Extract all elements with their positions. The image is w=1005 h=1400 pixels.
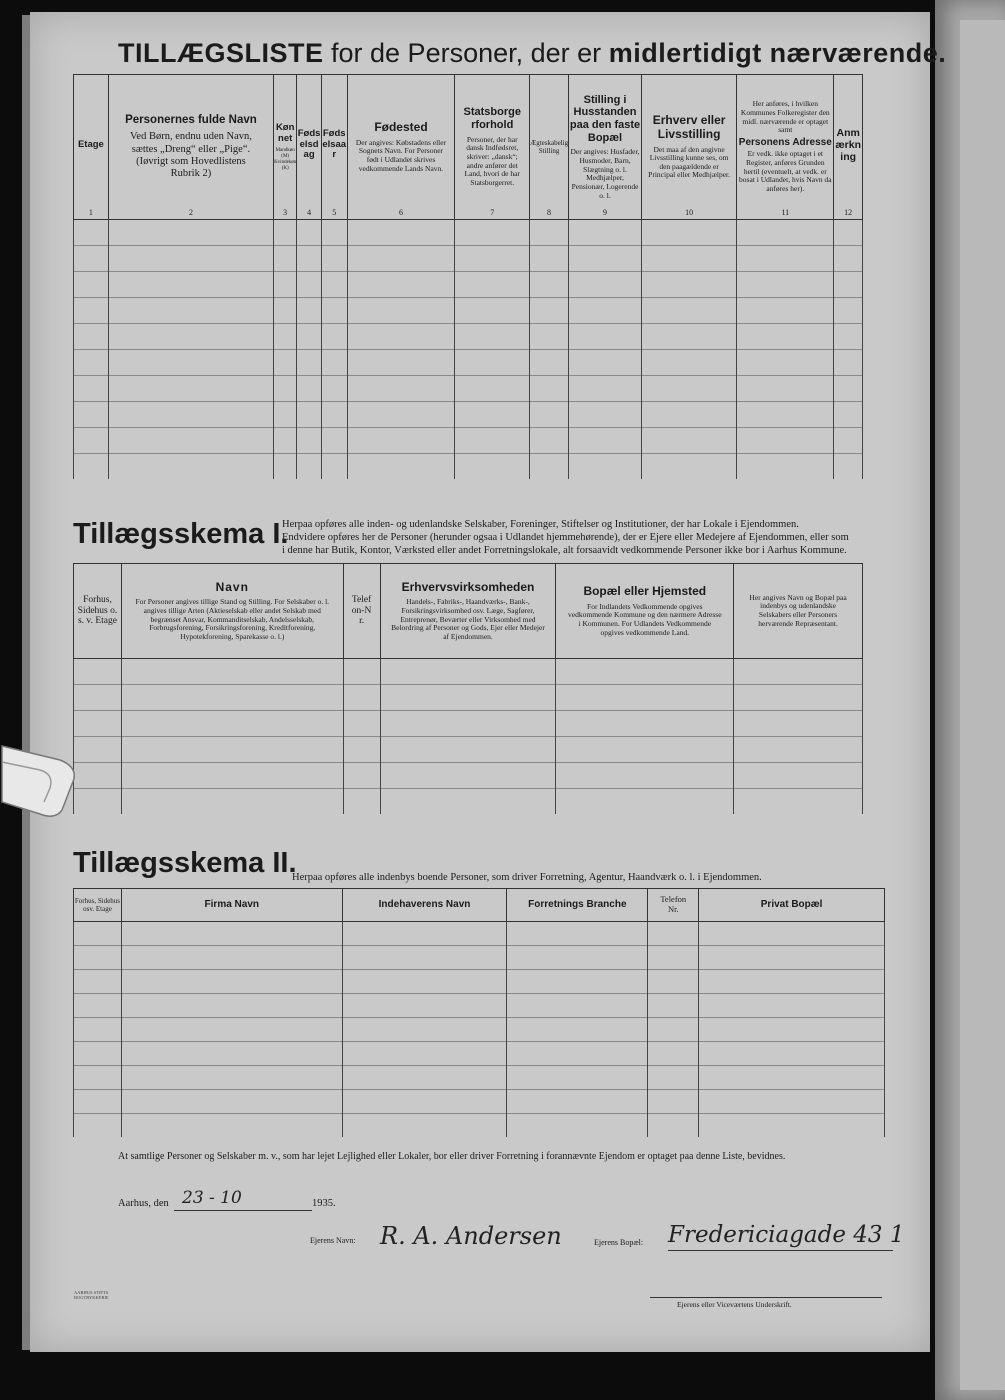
s2-header-branche: Forretnings Branche <box>507 889 648 922</box>
table-cell <box>121 1018 342 1042</box>
table-row <box>74 272 863 298</box>
table-cell <box>321 324 347 350</box>
table-cell <box>108 246 273 272</box>
col-header-adresse: Her anføres, i hvilken Kommunes Folkeregister den midl. nærværende er optaget samt Personens Adresse Er vedk. ikke optaget i et Register, anføres Grunden hertil (eventuelt, at vedk. er bosat i Udlandet, hvis Navn da anføres her). 11 <box>737 75 834 220</box>
table-cell <box>641 454 736 480</box>
table-cell <box>74 324 109 350</box>
table-cell <box>569 272 642 298</box>
table-cell <box>74 298 109 324</box>
table-cell <box>737 350 834 376</box>
table-cell <box>507 1018 648 1042</box>
schema1-desc-line: i denne har Butik, Kontor, Værksted eller andet Forretningslokale, alt forsaavidt vedkommende Personer ikke bor i Aarhus Kommune. <box>282 545 847 556</box>
table-cell <box>121 1114 342 1138</box>
table-cell <box>74 922 122 946</box>
table-cell <box>455 428 530 454</box>
table-cell <box>834 298 863 324</box>
date-line <box>174 1210 312 1211</box>
table-cell <box>507 1042 648 1066</box>
table-cell <box>297 220 322 246</box>
table-row <box>74 763 863 789</box>
table-cell <box>569 428 642 454</box>
table-cell <box>121 659 343 685</box>
table-cell <box>569 402 642 428</box>
table-cell <box>74 1042 122 1066</box>
table-cell <box>74 789 122 815</box>
table-cell <box>347 454 455 480</box>
s1-header-repraesentant: Her angives Navn og Bopæl paa indenbys og udenlandske Selskabers eller Personers herværende Repræsentant. <box>734 564 863 659</box>
schema2-table <box>73 888 885 1137</box>
s2-header-etage: Forhus, Sidehus osv. Etage <box>74 889 122 922</box>
table-cell <box>74 737 122 763</box>
table-cell <box>569 298 642 324</box>
table-cell <box>648 946 699 970</box>
table-cell <box>121 1066 342 1090</box>
table-cell <box>530 350 569 376</box>
title-bold-2: midlertidigt nærværende. <box>608 38 947 68</box>
table-cell <box>108 428 273 454</box>
table-cell <box>380 685 556 711</box>
s1-header-etage: Forhus, Sidehus o. s. v. Etage <box>74 564 122 659</box>
table-cell <box>297 324 322 350</box>
table-cell <box>737 272 834 298</box>
table-cell <box>321 220 347 246</box>
table-row <box>74 659 863 685</box>
table-cell <box>556 659 734 685</box>
table-cell <box>74 220 109 246</box>
col-header-koennet: Kønnet Mandkøn (M) Kvindekøn (K) 3 <box>274 75 297 220</box>
schema1-description <box>282 518 849 557</box>
table-cell <box>321 272 347 298</box>
table-cell <box>648 1066 699 1090</box>
table-cell <box>530 324 569 350</box>
table-cell <box>347 376 455 402</box>
table-cell <box>380 659 556 685</box>
table-cell <box>699 946 885 970</box>
table-cell <box>699 994 885 1018</box>
table-cell <box>121 946 342 970</box>
table-cell <box>699 1114 885 1138</box>
table-cell <box>297 402 322 428</box>
table-cell <box>121 922 342 946</box>
col-header-foedselsdag: Fødselsdag 4 <box>297 75 322 220</box>
title-middle: for de Personer, der er <box>331 38 602 68</box>
table-cell <box>455 350 530 376</box>
table-cell <box>737 324 834 350</box>
table-cell <box>641 298 736 324</box>
table-cell <box>380 789 556 815</box>
table-cell <box>569 220 642 246</box>
table-cell <box>699 922 885 946</box>
table-cell <box>530 428 569 454</box>
table-row <box>74 737 863 763</box>
table-cell <box>274 428 297 454</box>
table-row <box>74 922 885 946</box>
table-cell <box>507 922 648 946</box>
table-cell <box>641 246 736 272</box>
table-cell <box>507 1090 648 1114</box>
table-cell <box>321 402 347 428</box>
table-cell <box>108 376 273 402</box>
table-cell <box>641 324 736 350</box>
table-cell <box>343 737 380 763</box>
table-row <box>74 1042 885 1066</box>
table-cell <box>297 376 322 402</box>
table-cell <box>74 428 109 454</box>
table-cell <box>507 970 648 994</box>
table-row <box>74 220 863 246</box>
table-cell <box>321 454 347 480</box>
table-cell <box>347 324 455 350</box>
col-header-anmaerkning: Anmærkning 12 <box>834 75 863 220</box>
table-cell <box>321 428 347 454</box>
table-cell <box>74 376 109 402</box>
table-cell <box>74 1090 122 1114</box>
table-row <box>74 685 863 711</box>
table-cell <box>321 350 347 376</box>
schema1-desc-line: Endvidere opføres her de Personer (herunder ogsaa i Udlandet hjemmehørende), der er Ejere eller Medejere af Ejendommen, eller som <box>282 532 849 543</box>
table-cell <box>569 350 642 376</box>
table-cell <box>74 454 109 480</box>
table-row <box>74 246 863 272</box>
table-cell <box>121 737 343 763</box>
table-cell <box>507 1066 648 1090</box>
table-cell <box>343 685 380 711</box>
table-cell <box>834 220 863 246</box>
table-cell <box>321 246 347 272</box>
table-cell <box>274 350 297 376</box>
table-cell <box>734 659 863 685</box>
table-cell <box>734 685 863 711</box>
table-cell <box>121 970 342 994</box>
table-cell <box>455 246 530 272</box>
table-cell <box>737 376 834 402</box>
table-cell <box>297 272 322 298</box>
table-cell <box>342 946 507 970</box>
s1-header-erhverv: Erhvervsvirksomheden Handels-, Fabriks-, Haandværks-, Bank-, Forsikringsvirksomhed osv. Læge, Sagfører, Entreprenør, Beværter eller Virksomhed med Belordring af Personer og Gods, Ejer eller Medejer af Ejendommen. <box>380 564 556 659</box>
table-cell <box>530 220 569 246</box>
table-cell <box>699 1042 885 1066</box>
table-row <box>74 324 863 350</box>
table-cell <box>530 246 569 272</box>
table-cell <box>556 789 734 815</box>
table-row <box>74 298 863 324</box>
table-cell <box>737 220 834 246</box>
table-cell <box>121 685 343 711</box>
table-row <box>74 454 863 480</box>
table-cell <box>737 246 834 272</box>
table-cell <box>342 1114 507 1138</box>
table-cell <box>834 246 863 272</box>
table-cell <box>834 324 863 350</box>
table-cell <box>342 1090 507 1114</box>
col-header-statsborgerforhold: Statsborgerforhold Personer, der har dansk Indfødsret, skriver: „dansk“; andre anfører det Land, hvori de har Statsborgerret. 7 <box>455 75 530 220</box>
col-header-foedselsaar: Fødselsaar 5 <box>321 75 347 220</box>
table-cell <box>648 1018 699 1042</box>
table-cell <box>737 402 834 428</box>
table-cell <box>834 350 863 376</box>
table-cell <box>737 298 834 324</box>
table-cell <box>699 1018 885 1042</box>
table-cell <box>734 711 863 737</box>
table-cell <box>74 711 122 737</box>
table-row <box>74 350 863 376</box>
table-cell <box>641 220 736 246</box>
table-row <box>74 994 885 1018</box>
owner-address-handwritten: Fredericiagade 43 1 <box>668 1222 905 1248</box>
col-header-etage: Etage 1 <box>74 75 109 220</box>
table-row <box>74 1114 885 1138</box>
table-cell <box>380 737 556 763</box>
table-cell <box>380 763 556 789</box>
table-row <box>74 789 863 815</box>
table-cell <box>342 970 507 994</box>
table-cell <box>74 1114 122 1138</box>
table-cell <box>455 324 530 350</box>
table-cell <box>347 402 455 428</box>
s2-header-indehaver: Indehaverens Navn <box>342 889 507 922</box>
table-cell <box>347 272 455 298</box>
table-cell <box>530 376 569 402</box>
s2-header-bopael: Privat Bopæl <box>699 889 885 922</box>
address-line <box>668 1250 893 1251</box>
table-cell <box>641 272 736 298</box>
main-table <box>73 74 863 479</box>
owner-name-handwritten: R. A. Andersen <box>380 1222 562 1250</box>
table-cell <box>380 711 556 737</box>
attestation-statement: At samtlige Personer og Selskaber m. v., som har lejet Lejlighed eller Lokaler, bor eller driver Forretning i forannævnte Ejendom er optaget paa denne Liste, bevidnes. <box>118 1151 786 1162</box>
table-cell <box>274 246 297 272</box>
table-cell <box>347 246 455 272</box>
schema1-title: Tillægsskema I. <box>73 518 289 550</box>
table-cell <box>74 350 109 376</box>
table-cell <box>569 454 642 480</box>
signature-line <box>650 1297 882 1298</box>
table-row <box>74 970 885 994</box>
table-cell <box>74 246 109 272</box>
table-cell <box>297 428 322 454</box>
table-cell <box>530 454 569 480</box>
table-cell <box>343 763 380 789</box>
printer-mark: AARHUS STIFTS BOGTRYKKERIE <box>74 1290 109 1300</box>
table-cell <box>343 711 380 737</box>
table-cell <box>737 428 834 454</box>
table-row <box>74 428 863 454</box>
table-cell <box>507 994 648 1018</box>
table-cell <box>274 402 297 428</box>
table-cell <box>641 402 736 428</box>
table-cell <box>507 946 648 970</box>
table-cell <box>347 298 455 324</box>
table-cell <box>347 428 455 454</box>
table-cell <box>108 272 273 298</box>
table-cell <box>455 298 530 324</box>
table-cell <box>734 737 863 763</box>
table-cell <box>343 659 380 685</box>
table-cell <box>121 1090 342 1114</box>
table-cell <box>569 376 642 402</box>
title-bold-1: TILLÆGSLISTE <box>118 38 324 68</box>
table-cell <box>74 946 122 970</box>
paper-clip-icon <box>0 740 80 820</box>
signature-label: Ejerens eller Viceværtens Underskrift. <box>677 1300 792 1309</box>
table-cell <box>455 220 530 246</box>
table-cell <box>74 272 109 298</box>
table-cell <box>74 1018 122 1042</box>
table-cell <box>556 763 734 789</box>
table-row <box>74 376 863 402</box>
schema1-table-body <box>74 659 863 815</box>
table-cell <box>274 272 297 298</box>
table-cell <box>321 298 347 324</box>
table-cell <box>74 763 122 789</box>
table-cell <box>569 324 642 350</box>
table-cell <box>834 376 863 402</box>
table-cell <box>297 298 322 324</box>
table-cell <box>108 402 273 428</box>
table-cell <box>737 454 834 480</box>
table-cell <box>342 1042 507 1066</box>
table-cell <box>274 376 297 402</box>
col-header-erhverv: Erhverv eller Livsstilling Det maa af den angivne Livsstilling kunne ses, om den paagældende er Principal eller Medhjælper. 10 <box>641 75 736 220</box>
s1-header-navn: Navn For Personer angives tillige Stand og Stilling. For Selskaber o. l. angives tillige Arten (Aktieselskab eller andet Selskab med begrænset Ansvar, Kommanditselskab, Andelsselskab, Forbrugsforening, Forsikringsforening, Kreditforening, Hypotekforening, Sparekasse o. l.) <box>121 564 343 659</box>
table-cell <box>297 246 322 272</box>
date-handwritten: 23 - 10 <box>182 1188 242 1208</box>
col-header-navn: Personernes fulde Navn Ved Børn, endnu uden Navn, sættes „Dreng“ eller „Pige“. (Iøvrigt som Hovedlistens Rubrik 2) 2 <box>108 75 273 220</box>
table-cell <box>699 1066 885 1090</box>
table-cell <box>274 324 297 350</box>
table-row <box>74 402 863 428</box>
table-cell <box>641 428 736 454</box>
table-cell <box>834 428 863 454</box>
col-header-stilling: Stilling i Husstanden paa den faste Bopæl Der angives: Husfader, Husmoder, Barn, Slægtning o. l. Medhjælper, Pensionær, Logerende o. l. 9 <box>569 75 642 220</box>
year-label: 1935. <box>312 1198 336 1209</box>
table-cell <box>530 298 569 324</box>
table-cell <box>455 454 530 480</box>
table-cell <box>699 1090 885 1114</box>
table-cell <box>121 789 343 815</box>
table-cell <box>342 994 507 1018</box>
table-cell <box>648 1090 699 1114</box>
table-cell <box>648 922 699 946</box>
table-cell <box>556 711 734 737</box>
table-row <box>74 1066 885 1090</box>
table-cell <box>342 1018 507 1042</box>
table-cell <box>834 402 863 428</box>
table-cell <box>699 970 885 994</box>
table-cell <box>641 350 736 376</box>
table-row <box>74 1090 885 1114</box>
schema2-description: Herpaa opføres alle indenbys boende Personer, som driver Forretning, Agentur, Haandværk o. l. i Ejendommen. <box>292 872 762 883</box>
table-cell <box>342 1066 507 1090</box>
table-cell <box>74 659 122 685</box>
owner-address-label: Ejerens Bopæl: <box>594 1238 644 1247</box>
table-cell <box>455 402 530 428</box>
place-label: Aarhus, den <box>118 1198 169 1209</box>
table-cell <box>74 970 122 994</box>
table-cell <box>108 350 273 376</box>
adjacent-page-inner <box>960 20 1005 1390</box>
table-cell <box>734 789 863 815</box>
table-cell <box>121 994 342 1018</box>
table-cell <box>297 350 322 376</box>
table-cell <box>734 763 863 789</box>
table-cell <box>74 402 109 428</box>
table-cell <box>648 994 699 1018</box>
table-cell <box>648 970 699 994</box>
table-cell <box>297 454 322 480</box>
table-cell <box>530 402 569 428</box>
table-cell <box>347 220 455 246</box>
table-cell <box>321 376 347 402</box>
table-cell <box>641 376 736 402</box>
table-cell <box>274 298 297 324</box>
table-cell <box>648 1114 699 1138</box>
main-table-body <box>74 220 863 480</box>
s1-header-telefon: Telefon-Nr. <box>343 564 380 659</box>
table-cell <box>569 246 642 272</box>
table-cell <box>108 220 273 246</box>
table-cell <box>108 324 273 350</box>
table-row <box>74 711 863 737</box>
s2-header-telefon: Telefon Nr. <box>648 889 699 922</box>
table-cell <box>74 1066 122 1090</box>
table-cell <box>274 220 297 246</box>
schema2-table-body <box>74 922 885 1138</box>
page-title <box>118 38 947 69</box>
s2-header-firma: Firma Navn <box>121 889 342 922</box>
owner-name-label: Ejerens Navn: <box>310 1236 356 1245</box>
table-cell <box>74 994 122 1018</box>
s1-header-bopael: Bopæl eller Hjemsted For Indlandets Vedkommende opgives vedkommende Kommune og den nærmere Adresse i Kommunen. For Udlandets Vedkommende opgives vedkommende Land. <box>556 564 734 659</box>
table-cell <box>556 737 734 763</box>
table-cell <box>834 454 863 480</box>
col-header-aegteskabelig: Ægteskabelig Stilling 8 <box>530 75 569 220</box>
table-cell <box>556 685 734 711</box>
table-cell <box>648 1042 699 1066</box>
table-cell <box>455 376 530 402</box>
table-cell <box>121 1042 342 1066</box>
table-cell <box>343 789 380 815</box>
table-cell <box>347 350 455 376</box>
table-cell <box>274 454 297 480</box>
table-cell <box>74 685 122 711</box>
table-row <box>74 946 885 970</box>
schema1-desc-line: Herpaa opføres alle inden- og udenlandske Selskaber, Foreninger, Stiftelser og Institutioner, der har Lokale i Ejendommen. <box>282 519 799 530</box>
table-cell <box>507 1114 648 1138</box>
table-cell <box>455 272 530 298</box>
col-header-foedested: Fødested Der angives: Købstadens eller Sognets Navn. For Personer født i Udlandet skrives vedkommende Lands Navn. 6 <box>347 75 455 220</box>
table-cell <box>121 763 343 789</box>
table-cell <box>834 272 863 298</box>
table-cell <box>121 711 343 737</box>
table-row <box>74 1018 885 1042</box>
schema2-title: Tillægsskema II. <box>73 847 297 879</box>
table-cell <box>108 298 273 324</box>
schema1-table <box>73 563 863 814</box>
table-cell <box>342 922 507 946</box>
table-cell <box>108 454 273 480</box>
table-cell <box>530 272 569 298</box>
